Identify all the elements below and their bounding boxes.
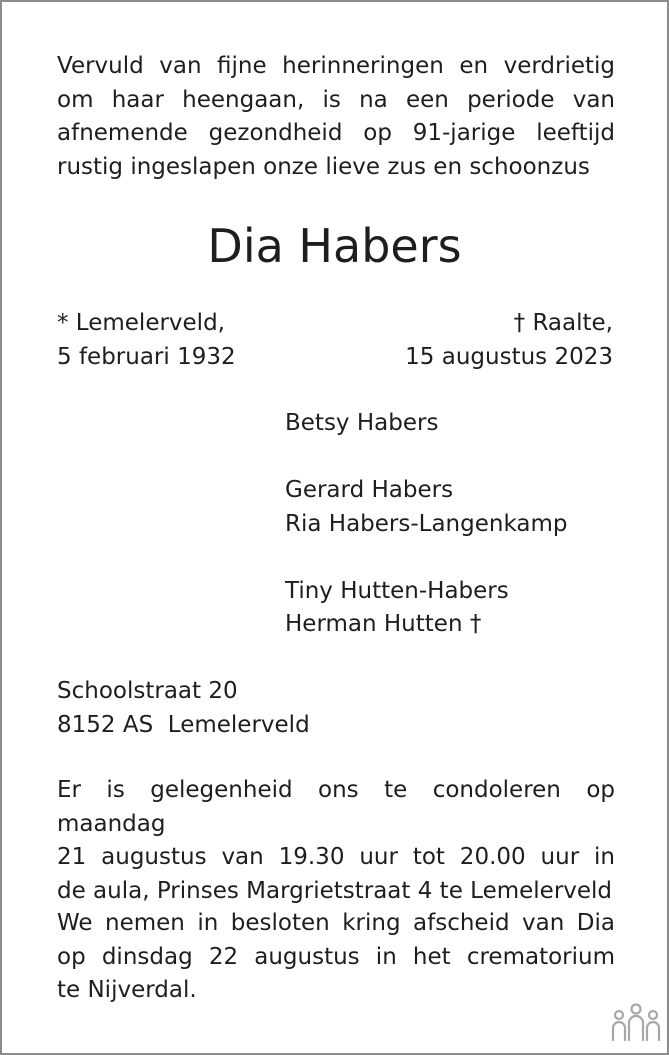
family-group bbox=[285, 575, 567, 642]
farewell-line: te Nijverdal. bbox=[57, 977, 197, 1003]
death-info bbox=[405, 307, 613, 374]
address-postal-city: 8152 AS Lemelerveld bbox=[57, 711, 310, 738]
address-street: Schoolstraat 20 bbox=[57, 678, 238, 704]
death-place: † Raalte, bbox=[513, 310, 613, 336]
condolence-line: de aula, Prinses Margrietstraat 4 te Lemelerveld bbox=[57, 877, 613, 904]
death-date: 15 augustus 2023 bbox=[405, 343, 613, 370]
intro-line: om haar heengaan, is na een periode van bbox=[57, 86, 615, 113]
family-group bbox=[285, 407, 567, 441]
farewell-line: op dinsdag 22 augustus in het crematorium bbox=[57, 943, 615, 970]
people-group-icon bbox=[610, 1002, 662, 1042]
farewell-text bbox=[57, 907, 615, 1008]
intro-line: rustig ingeslapen onze lieve zus en schoonzus bbox=[57, 153, 590, 180]
farewell-line: We nemen in besloten kring afscheid van Dia bbox=[57, 910, 615, 936]
correspondence-address bbox=[57, 675, 310, 742]
deceased-name: Dia Habers bbox=[207, 219, 462, 273]
family-member: Herman Hutten † bbox=[285, 611, 482, 637]
intro-line: Vervuld van fijne herinneringen en verdrietig bbox=[57, 53, 615, 79]
condolence-text bbox=[57, 774, 615, 908]
birth-info bbox=[57, 307, 236, 374]
birth-place: * Lemelerveld, bbox=[57, 310, 225, 336]
family-group bbox=[285, 474, 567, 541]
family-member: Ria Habers-Langenkamp bbox=[285, 510, 568, 537]
condolence-line: 21 augustus van 19.30 uur tot 20.00 uur in bbox=[57, 844, 615, 870]
family-member: Tiny Hutten-Habers bbox=[285, 577, 509, 604]
condolence-line: Er is gelegenheid ons te condoleren op maandag bbox=[57, 777, 615, 837]
intro-text bbox=[57, 50, 615, 184]
intro-line: afnemende gezondheid op 91-jarige leeftijd bbox=[57, 120, 615, 146]
family-member: Gerard Habers bbox=[285, 477, 454, 503]
family-member: Betsy Habers bbox=[285, 410, 439, 436]
family-list bbox=[285, 407, 567, 675]
birth-date: 5 februari 1932 bbox=[57, 343, 236, 370]
